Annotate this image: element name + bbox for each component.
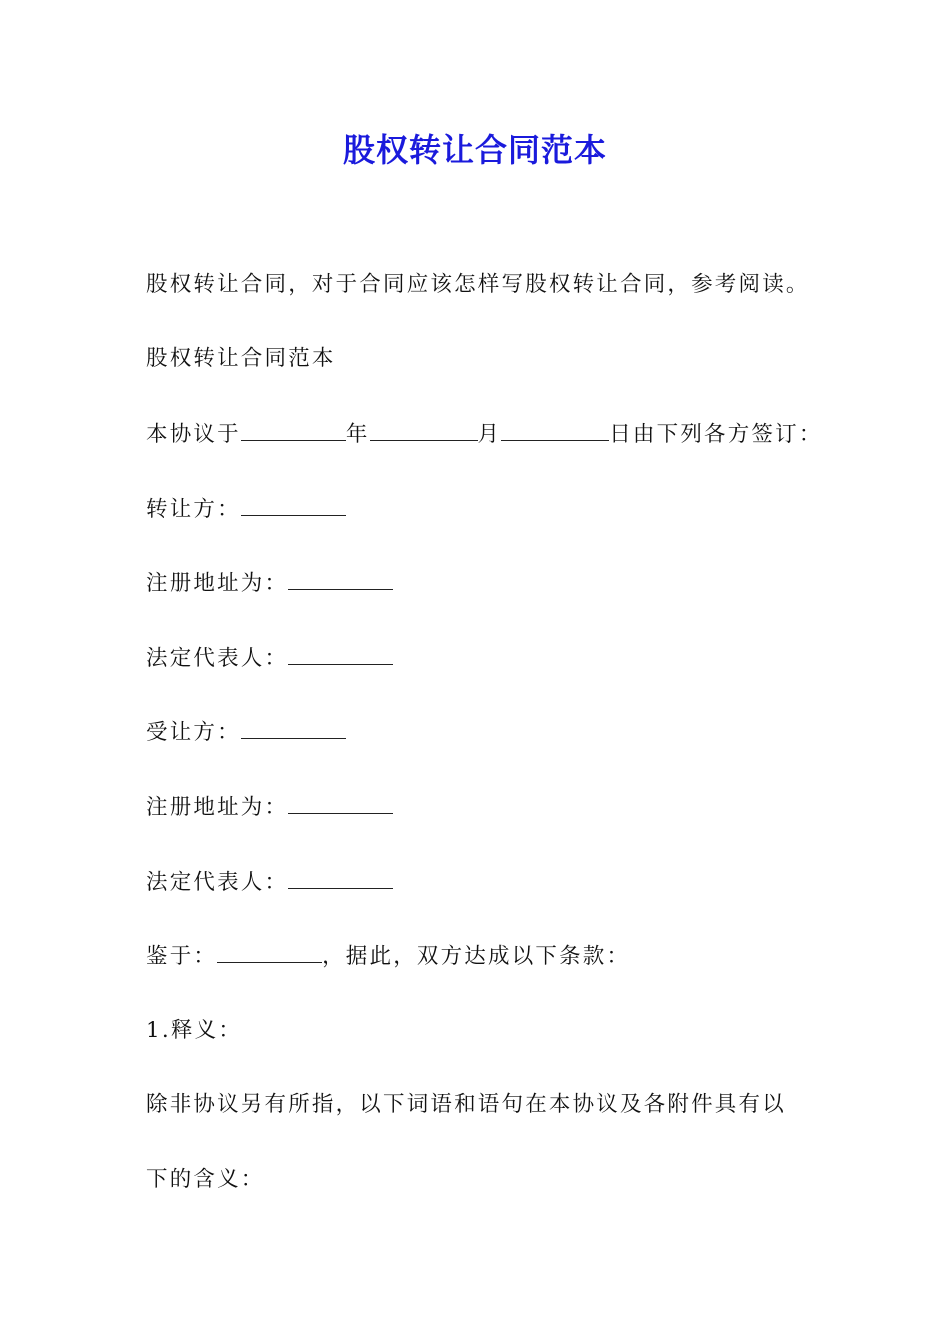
month-label: 月 [477, 422, 502, 447]
transferee-rep-label: 法定代表人： [146, 870, 289, 895]
transferor-rep-line [146, 642, 393, 675]
section1-body-line2: 下的含义： [146, 1167, 265, 1192]
transferor-address-label: 注册地址为： [146, 571, 289, 596]
transferor-line [146, 493, 346, 526]
subtitle: 股权转让合同范本 [146, 346, 336, 371]
year-blank [241, 418, 346, 441]
intro-paragraph: 股权转让合同，对于合同应该怎样写股权转让合同，参考阅读。 [146, 272, 810, 297]
transferee-rep-line [146, 866, 393, 899]
transferee-blank [241, 716, 346, 739]
year-label: 年 [345, 422, 370, 447]
transferee-address-label: 注册地址为： [146, 795, 289, 820]
transferor-label: 转让方： [146, 497, 241, 522]
transferee-address-line [146, 791, 393, 824]
transferee-line [146, 716, 346, 749]
document-title: 股权转让合同范本 [342, 131, 607, 169]
transferee-address-blank [288, 791, 393, 814]
day-blank [501, 418, 609, 441]
month-blank [370, 418, 478, 441]
section1-heading: 1.释义： [146, 1018, 243, 1043]
transferor-rep-label: 法定代表人： [146, 646, 289, 671]
whereas-line [146, 940, 630, 973]
signing-date-line [146, 418, 823, 451]
section1-body-line1: 除非协议另有所指，以下词语和语句在本协议及各附件具有以 [146, 1092, 786, 1117]
transferee-rep-blank [288, 866, 393, 889]
transferor-rep-blank [288, 642, 393, 665]
transferor-address-blank [288, 567, 393, 590]
signing-prefix: 本协议于 [146, 422, 241, 447]
whereas-suffix: ，据此，双方达成以下条款： [322, 944, 631, 969]
transferor-blank [241, 493, 346, 516]
whereas-prefix: 鉴于： [146, 944, 218, 969]
signing-suffix: 日由下列各方签订： [609, 422, 823, 447]
transferor-address-line [146, 567, 393, 600]
whereas-blank [217, 940, 322, 963]
transferee-label: 受让方： [146, 720, 241, 745]
